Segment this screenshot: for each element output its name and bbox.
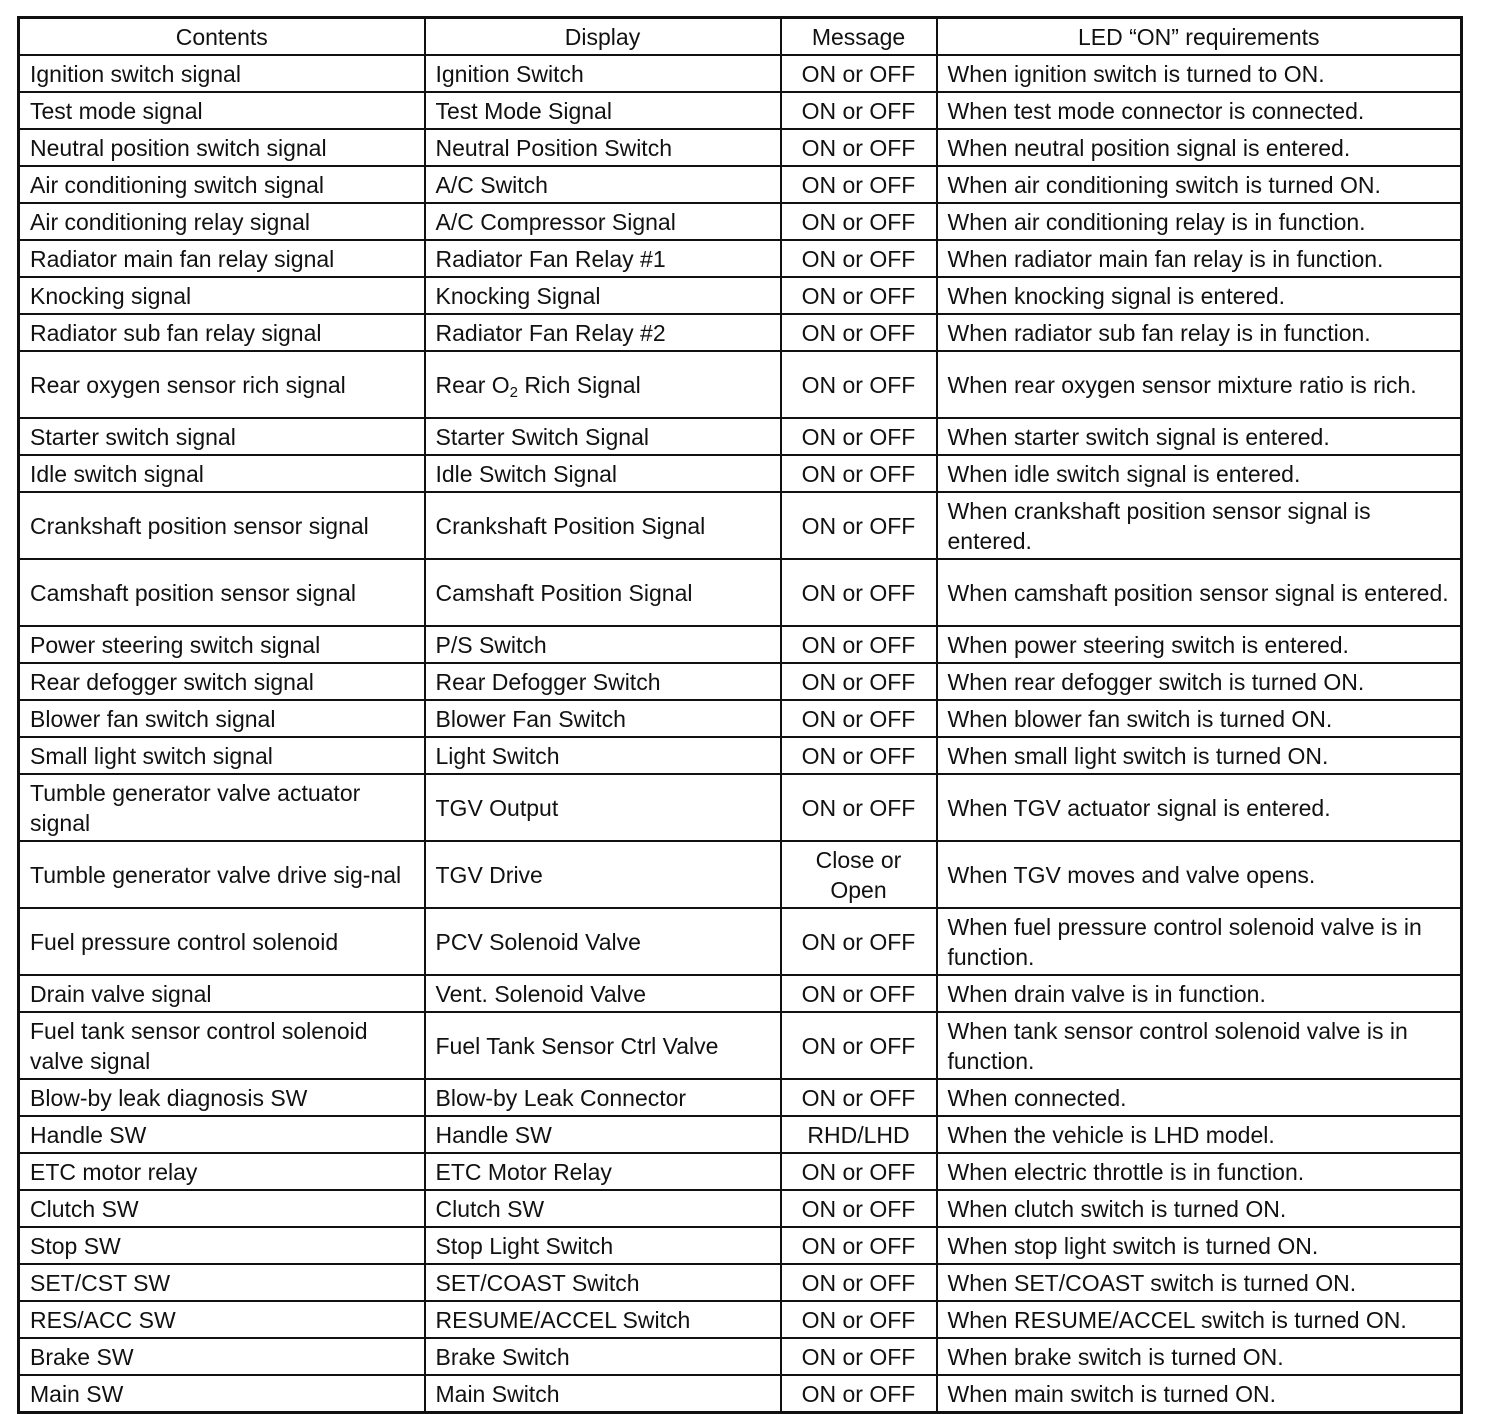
cell-contents: SET/CST SW: [19, 1264, 425, 1301]
cell-message: ON or OFF: [781, 663, 937, 700]
cell-message: ON or OFF: [781, 92, 937, 129]
cell-led-requirement: When clutch switch is turned ON.: [937, 1190, 1462, 1227]
cell-contents: Handle SW: [19, 1116, 425, 1153]
table-row: [19, 92, 1462, 129]
table-row: [19, 1190, 1462, 1227]
cell-contents: Power steering switch signal: [19, 626, 425, 663]
cell-led-requirement: When the vehicle is LHD model.: [937, 1116, 1462, 1153]
table-row: [19, 1301, 1462, 1338]
cell-message: ON or OFF: [781, 737, 937, 774]
cell-led-requirement: When ignition switch is turned to ON.: [937, 55, 1462, 92]
cell-led-requirement: When electric throttle is in function.: [937, 1153, 1462, 1190]
table-row: [19, 1079, 1462, 1116]
header-display: Display: [425, 18, 781, 56]
cell-message: ON or OFF: [781, 240, 937, 277]
table-row: [19, 1227, 1462, 1264]
cell-display: Light Switch: [425, 737, 781, 774]
cell-contents: Small light switch signal: [19, 737, 425, 774]
cell-contents: Clutch SW: [19, 1190, 425, 1227]
cell-display: Test Mode Signal: [425, 92, 781, 129]
cell-message: ON or OFF: [781, 626, 937, 663]
table-row: [19, 559, 1462, 626]
table-row: [19, 1116, 1462, 1153]
header-contents: Contents: [19, 18, 425, 56]
cell-display: Starter Switch Signal: [425, 418, 781, 455]
cell-contents: Tumble generator valve drive sig-nal: [19, 841, 425, 908]
cell-message: ON or OFF: [781, 1264, 937, 1301]
table-row: [19, 1012, 1462, 1079]
cell-contents: ETC motor relay: [19, 1153, 425, 1190]
cell-led-requirement: When idle switch signal is entered.: [937, 455, 1462, 492]
cell-led-requirement: When crankshaft position sensor signal is entered.: [937, 492, 1462, 559]
table-row: [19, 129, 1462, 166]
cell-contents: Neutral position switch signal: [19, 129, 425, 166]
cell-display: Rear Defogger Switch: [425, 663, 781, 700]
cell-contents: Brake SW: [19, 1338, 425, 1375]
cell-display: A/C Compressor Signal: [425, 203, 781, 240]
cell-message: ON or OFF: [781, 774, 937, 841]
cell-led-requirement: When stop light switch is turned ON.: [937, 1227, 1462, 1264]
cell-led-requirement: When power steering switch is entered.: [937, 626, 1462, 663]
cell-display: PCV Solenoid Valve: [425, 908, 781, 975]
cell-contents: Main SW: [19, 1375, 425, 1413]
cell-message: ON or OFF: [781, 455, 937, 492]
table-row: [19, 774, 1462, 841]
table-row: [19, 203, 1462, 240]
table-header-row: [19, 18, 1462, 56]
cell-contents: Camshaft position sensor signal: [19, 559, 425, 626]
cell-contents: Test mode signal: [19, 92, 425, 129]
cell-led-requirement: When radiator main fan relay is in function.: [937, 240, 1462, 277]
cell-message: ON or OFF: [781, 277, 937, 314]
cell-led-requirement: When rear defogger switch is turned ON.: [937, 663, 1462, 700]
cell-led-requirement: When main switch is turned ON.: [937, 1375, 1462, 1413]
cell-message: ON or OFF: [781, 1375, 937, 1413]
cell-display: Main Switch: [425, 1375, 781, 1413]
cell-contents: Fuel pressure control solenoid: [19, 908, 425, 975]
table-row: [19, 55, 1462, 92]
cell-message: ON or OFF: [781, 314, 937, 351]
cell-display-suffix: Rich Signal: [517, 371, 641, 398]
cell-message: ON or OFF: [781, 166, 937, 203]
table-row: [19, 418, 1462, 455]
cell-display-prefix: Rear O: [435, 371, 510, 398]
cell-contents: Air conditioning switch signal: [19, 166, 425, 203]
cell-message: ON or OFF: [781, 1012, 937, 1079]
cell-display: Idle Switch Signal: [425, 455, 781, 492]
cell-display: Vent. Solenoid Valve: [425, 975, 781, 1012]
cell-display: Clutch SW: [425, 1190, 781, 1227]
cell-contents: Idle switch signal: [19, 455, 425, 492]
cell-contents: Crankshaft position sensor signal: [19, 492, 425, 559]
table-row: [19, 1153, 1462, 1190]
cell-contents: Ignition switch signal: [19, 55, 425, 92]
cell-contents: Rear defogger switch signal: [19, 663, 425, 700]
header-message: Message: [781, 18, 937, 56]
cell-display: Radiator Fan Relay #1: [425, 240, 781, 277]
cell-display: Knocking Signal: [425, 277, 781, 314]
cell-message: ON or OFF: [781, 418, 937, 455]
cell-contents: RES/ACC SW: [19, 1301, 425, 1338]
cell-message: ON or OFF: [781, 55, 937, 92]
cell-led-requirement: When drain valve is in function.: [937, 975, 1462, 1012]
cell-led-requirement: When TGV actuator signal is entered.: [937, 774, 1462, 841]
cell-message: ON or OFF: [781, 129, 937, 166]
cell-message: ON or OFF: [781, 203, 937, 240]
cell-message: ON or OFF: [781, 1301, 937, 1338]
cell-led-requirement: When RESUME/ACCEL switch is turned ON.: [937, 1301, 1462, 1338]
table-row: [19, 277, 1462, 314]
table-row: [19, 455, 1462, 492]
table-row: [19, 737, 1462, 774]
cell-display: TGV Drive: [425, 841, 781, 908]
cell-display: RESUME/ACCEL Switch: [425, 1301, 781, 1338]
cell-display: Stop Light Switch: [425, 1227, 781, 1264]
cell-led-requirement: When TGV moves and valve opens.: [937, 841, 1462, 908]
cell-led-requirement: When test mode connector is connected.: [937, 92, 1462, 129]
cell-contents: Tumble generator valve actuator signal: [19, 774, 425, 841]
cell-led-requirement: When radiator sub fan relay is in function.: [937, 314, 1462, 351]
cell-contents: Knocking signal: [19, 277, 425, 314]
cell-display: SET/COAST Switch: [425, 1264, 781, 1301]
table-row: [19, 1338, 1462, 1375]
cell-contents: Stop SW: [19, 1227, 425, 1264]
cell-contents: Starter switch signal: [19, 418, 425, 455]
table-body: [19, 55, 1462, 1413]
cell-display: Neutral Position Switch: [425, 129, 781, 166]
table-row: [19, 841, 1462, 908]
cell-led-requirement: When air conditioning switch is turned ON.: [937, 166, 1462, 203]
cell-message: ON or OFF: [781, 1227, 937, 1264]
cell-contents: Drain valve signal: [19, 975, 425, 1012]
table-row: [19, 975, 1462, 1012]
cell-led-requirement: When small light switch is turned ON.: [937, 737, 1462, 774]
cell-message: ON or OFF: [781, 1079, 937, 1116]
table-row: [19, 626, 1462, 663]
cell-message: ON or OFF: [781, 975, 937, 1012]
table-row: [19, 700, 1462, 737]
led-requirements-table: [17, 16, 1463, 1414]
cell-led-requirement: When connected.: [937, 1079, 1462, 1116]
cell-message: ON or OFF: [781, 351, 937, 418]
table-row: [19, 166, 1462, 203]
cell-display: Camshaft Position Signal: [425, 559, 781, 626]
cell-display-subscript: 2: [509, 383, 518, 401]
cell-led-requirement: When air conditioning relay is in function.: [937, 203, 1462, 240]
cell-led-requirement: When fuel pressure control solenoid valve is in function.: [937, 908, 1462, 975]
cell-display: Handle SW: [425, 1116, 781, 1153]
cell-led-requirement: When blower fan switch is turned ON.: [937, 700, 1462, 737]
cell-display: Blow-by Leak Connector: [425, 1079, 781, 1116]
header-led-requirements: LED “ON” requirements: [937, 18, 1462, 56]
cell-contents: Radiator sub fan relay signal: [19, 314, 425, 351]
cell-contents: Radiator main fan relay signal: [19, 240, 425, 277]
cell-led-requirement: When brake switch is turned ON.: [937, 1338, 1462, 1375]
cell-display: Blower Fan Switch: [425, 700, 781, 737]
cell-led-requirement: When SET/COAST switch is turned ON.: [937, 1264, 1462, 1301]
cell-message: ON or OFF: [781, 1190, 937, 1227]
cell-led-requirement: When neutral position signal is entered.: [937, 129, 1462, 166]
cell-message: RHD/LHD: [781, 1116, 937, 1153]
cell-display: Crankshaft Position Signal: [425, 492, 781, 559]
table-row: [19, 663, 1462, 700]
cell-display: TGV Output: [425, 774, 781, 841]
table-row: [19, 1264, 1462, 1301]
cell-message: ON or OFF: [781, 700, 937, 737]
table-row: [19, 240, 1462, 277]
cell-display: P/S Switch: [425, 626, 781, 663]
cell-message: ON or OFF: [781, 908, 937, 975]
cell-display: A/C Switch: [425, 166, 781, 203]
cell-contents: Air conditioning relay signal: [19, 203, 425, 240]
table-row: [19, 314, 1462, 351]
cell-message: ON or OFF: [781, 559, 937, 626]
cell-message: ON or OFF: [781, 1153, 937, 1190]
table-row: [19, 1375, 1462, 1413]
cell-led-requirement: When starter switch signal is entered.: [937, 418, 1462, 455]
cell-led-requirement: When knocking signal is entered.: [937, 277, 1462, 314]
cell-contents: Blower fan switch signal: [19, 700, 425, 737]
cell-message: ON or OFF: [781, 1338, 937, 1375]
cell-message: ON or OFF: [781, 492, 937, 559]
cell-display: [425, 351, 781, 418]
table-row: [19, 351, 1462, 418]
cell-led-requirement: When tank sensor control solenoid valve is in function.: [937, 1012, 1462, 1079]
table-row: [19, 492, 1462, 559]
cell-display: Ignition Switch: [425, 55, 781, 92]
cell-contents: Blow-by leak diagnosis SW: [19, 1079, 425, 1116]
cell-message: Close or Open: [781, 841, 937, 908]
cell-display: Fuel Tank Sensor Ctrl Valve: [425, 1012, 781, 1079]
table-row: [19, 908, 1462, 975]
cell-contents: Rear oxygen sensor rich signal: [19, 351, 425, 418]
cell-display: Brake Switch: [425, 1338, 781, 1375]
cell-contents: Fuel tank sensor control solenoid valve signal: [19, 1012, 425, 1079]
cell-led-requirement: When rear oxygen sensor mixture ratio is rich.: [937, 351, 1462, 418]
cell-led-requirement: When camshaft position sensor signal is entered.: [937, 559, 1462, 626]
cell-display: Radiator Fan Relay #2: [425, 314, 781, 351]
cell-display: ETC Motor Relay: [425, 1153, 781, 1190]
